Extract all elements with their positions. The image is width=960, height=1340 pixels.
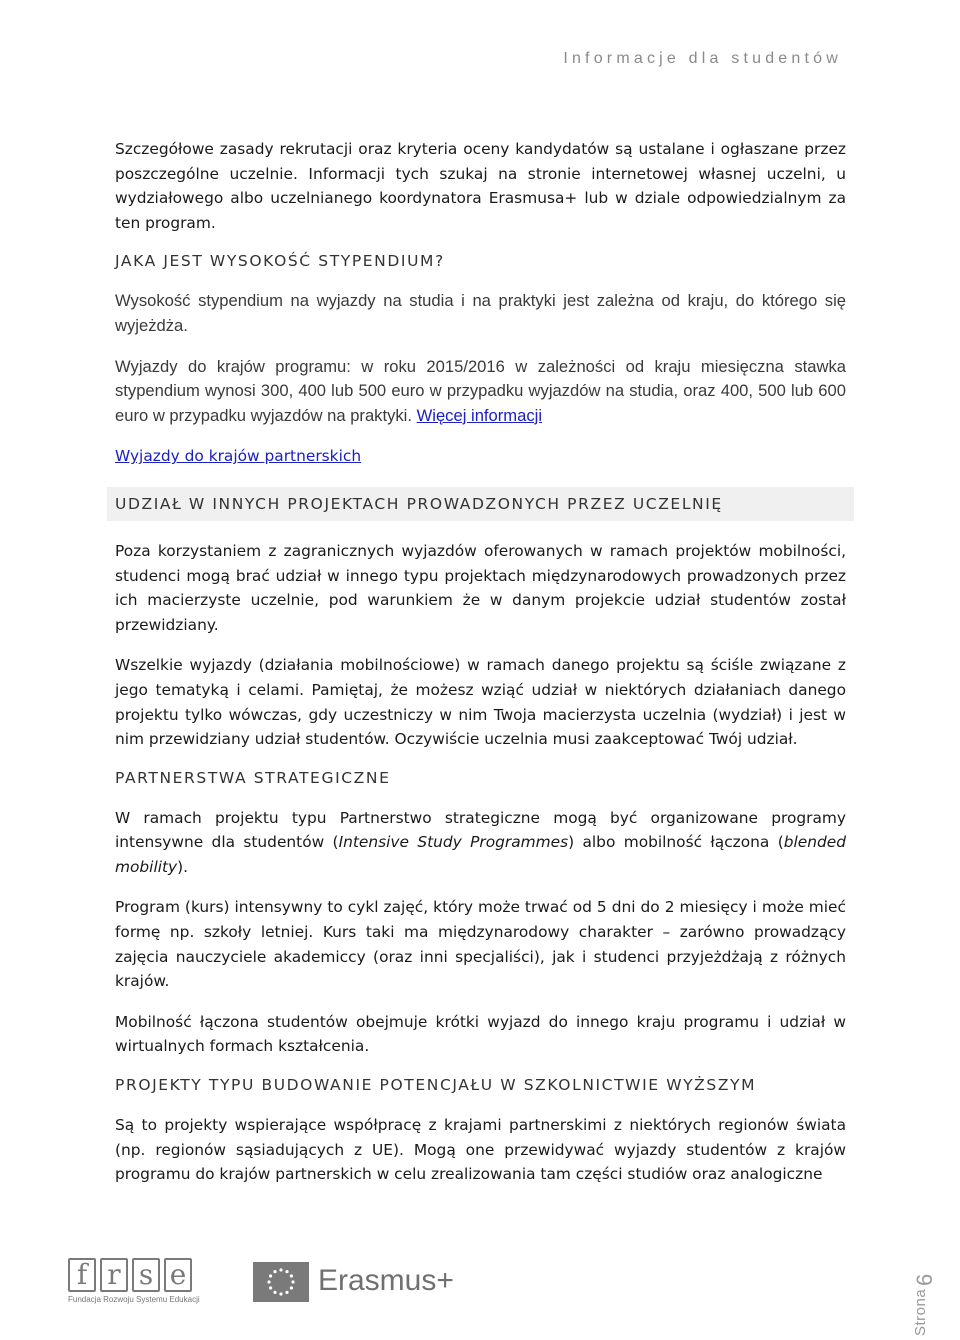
partnerstwa-text-e: ). — [177, 857, 189, 876]
partnerstwa-paragraph — [115, 806, 846, 880]
frse-letter-r: r — [100, 1258, 128, 1292]
stypendium-paragraph-2 — [115, 355, 846, 429]
mobilnosc-paragraph: Mobilność łączona studentów obejmuje krótki wyjazd do innego kraju programu i udział w wirtualnych formach kształcenia. — [115, 1012, 846, 1056]
frse-letter-s: s — [132, 1258, 160, 1292]
erasmus-plus-logo: Erasmus+ — [318, 1264, 454, 1297]
heading-partnerstwa: PARTNERSTWA STRATEGICZNE — [115, 768, 391, 787]
heading-budowanie: PROJEKTY TYPU BUDOWANIE POTENCJAŁU W SZKOLNICTWIE WYŻSZYM — [115, 1076, 757, 1095]
intro-paragraph: Szczegółowe zasady rekrutacji oraz kryteria oceny kandydatów są ustalane i ogłaszane przez poszczególne uczelnie. Informacji tych szukaj na stronie internetowej własnej uczelni, u wydziałowego albo uczelnianego koordynatora Erasmusa+ lub w dziale odpowiedzialnym za ten program. — [115, 140, 846, 232]
partnerstwa-italic-blended: blended mobility — [115, 833, 846, 876]
partnerstwa-text-c: ) albo mobilność łączona ( — [568, 833, 784, 852]
udzial-paragraph-2: Wszelkie wyjazdy (działania mobilnościowe) w ramach danego projektu są ściśle związane z jego tematyką i celami. Pamiętaj, że możesz wziąć udział w niektórych działaniach danego projektu tylko wówczas, gdy uczestniczy w nim Twoja macierzysta uczelnia (wydział) i jest w nim przewidziany udział studentów. Oczywiście uczelnia musi zaakceptować Twój udział. — [115, 656, 846, 749]
page-word: Strona — [912, 1288, 929, 1336]
frse-letter-e: e — [164, 1258, 192, 1292]
page-content — [115, 137, 846, 1203]
frse-letter-f: f — [68, 1258, 96, 1292]
running-header-title: Informacje dla studentów — [563, 50, 842, 67]
more-info-link[interactable]: Więcej informacji — [416, 405, 543, 425]
heading-stypendium: JAKA JEST WYSOKOŚĆ STYPENDIUM? — [115, 252, 445, 271]
partnerstwa-italic-isp: Intensive Study Programmes — [338, 833, 569, 852]
frse-caption: Fundacja Rozwoju Systemu Edukacji — [68, 1295, 200, 1304]
frse-logo-letters — [68, 1258, 200, 1292]
frse-logo — [68, 1258, 200, 1304]
partner-countries-link[interactable]: Wyjazdy do krajów partnerskich — [115, 447, 362, 466]
eu-flag-icon — [253, 1262, 309, 1302]
stypendium-paragraph-1: Wysokość stypendium na wyjazdy na studia i na praktyki jest zależna od kraju, do którego się wyjeżdża. — [115, 291, 846, 335]
page-number: 6 — [912, 1273, 937, 1286]
page-footer — [0, 1250, 960, 1340]
program-paragraph: Program (kurs) intensywny to cykl zajęć, który może trwać od 5 dni do 2 miesięcy i może mieć formę np. szkoły letniej. Kurs taki ma międzynarodowy charakter – zarówno prowadzący zajęcia nauczyciele akademiccy (oraz inni specjaliści), jak i studenci przyjeżdżają z różnych krajów. — [115, 898, 846, 991]
heading-udzial: UDZIAŁ W INNYCH PROJEKTACH PROWADZONYCH PRZEZ UCZELNIĘ — [107, 487, 854, 521]
stypendium-paragraph-2-text: Wyjazdy do krajów programu: w roku 2015/2016 w zależności od kraju miesięczna stawka stypendium wynosi 300, 400 lub 500 euro w przypadku wyjazdów na studia, oraz 400, 500 lub 600 euro w przypadku wyjazdów na praktyki. — [115, 356, 846, 425]
partnerstwa-text-a: W ramach projektu typu Partnerstwo strategiczne mogą być organizowane programy intensywne dla studentów ( — [115, 808, 846, 852]
page-number-label — [908, 1258, 936, 1338]
udzial-paragraph-1: Poza korzystaniem z zagranicznych wyjazdów oferowanych w ramach projektów mobilności, studenci mogą brać udział w innego typu projektach międzynarodowych prowadzonych przez ich macierzyste uczelnie, pod warunkiem że w danym projekcie udział studentów został przewidziany. — [115, 541, 846, 634]
eu-stars-icon — [253, 1262, 309, 1302]
partner-link-line — [115, 444, 846, 469]
budowanie-paragraph: Są to projekty wspierające współpracę z krajami partnerskimi z niektórych regionów świata (np. regionów sąsiadujących z UE). Mogą one przewidywać wyjazdy studentów z krajów programu do krajów partnerskich w celu zrealizowania tam części studiów oraz analogiczne — [115, 1116, 846, 1184]
